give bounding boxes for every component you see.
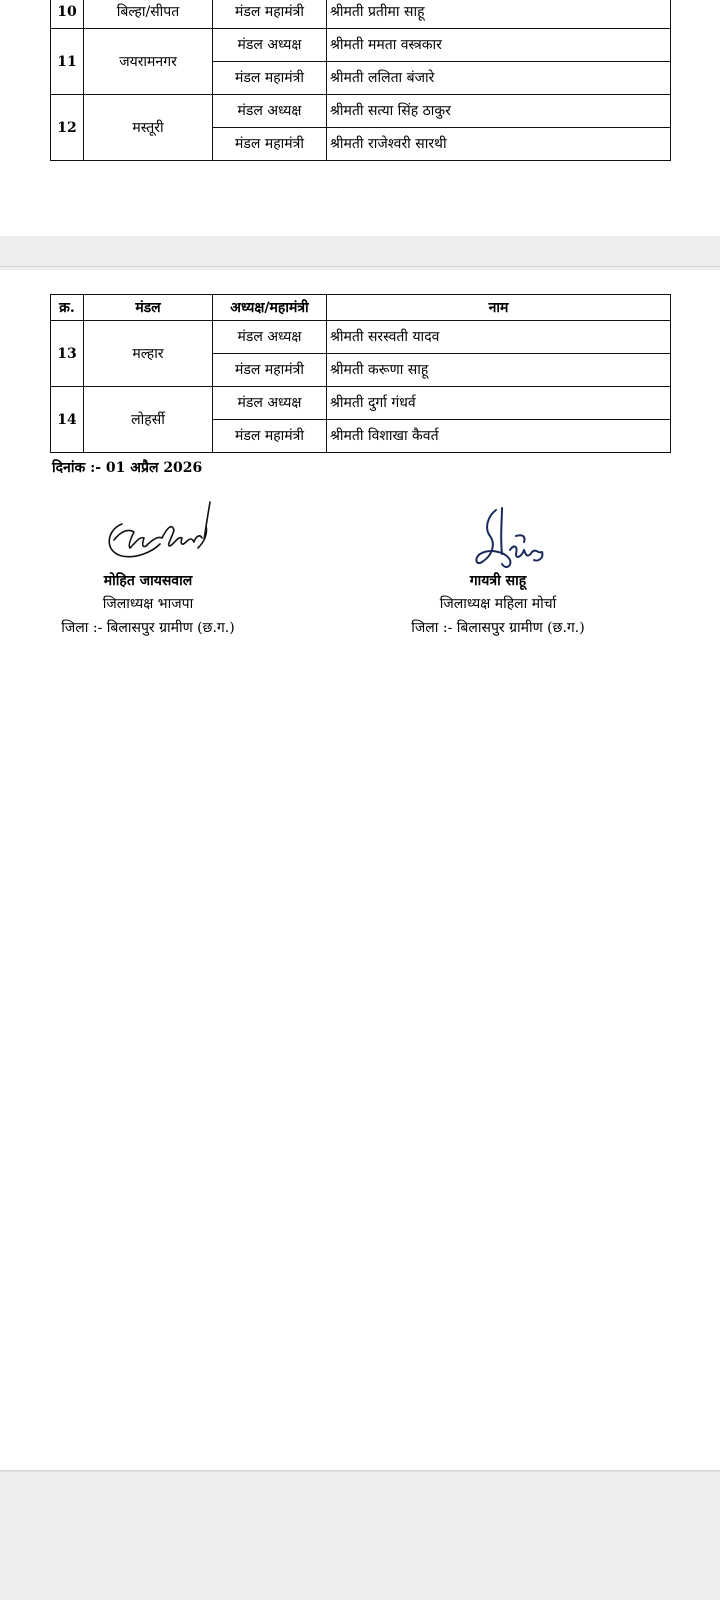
signatory-designation: जिलाध्यक्ष भाजपा xyxy=(102,596,194,612)
member-name: श्रीमती प्रतीमा साहू xyxy=(327,0,671,29)
signatory-designation: जिलाध्यक्ष महिला मोर्चा xyxy=(439,596,557,612)
signature-gayatri-sahu-icon xyxy=(466,506,552,578)
role-cell: मंडल अध्यक्ष xyxy=(213,321,327,354)
document-page-1 xyxy=(0,0,720,236)
header-serial: क्र. xyxy=(51,295,84,321)
role-cell: मंडल महामंत्री xyxy=(213,354,327,387)
serial-number: 14 xyxy=(51,387,84,453)
mandal-name: लोहर्सी xyxy=(84,387,213,453)
mandal-table-continued xyxy=(50,0,671,161)
member-name: श्रीमती सरस्वती यादव xyxy=(327,321,671,354)
header-role: अध्यक्ष/महामंत्री xyxy=(213,295,327,321)
signatory-name: मोहित जायसवाल xyxy=(103,573,193,589)
member-name: श्रीमती सत्या सिंह ठाकुर xyxy=(327,95,671,128)
table-row xyxy=(51,387,671,420)
signatory-district-president xyxy=(40,570,256,640)
mandal-name: जयरामनगर xyxy=(84,29,213,95)
role-cell: मंडल अध्यक्ष xyxy=(213,29,327,62)
member-name: श्रीमती ममता वस्त्रकार xyxy=(327,29,671,62)
member-name: श्रीमती दुर्गा गंधर्व xyxy=(327,387,671,420)
page-divider xyxy=(0,1470,720,1471)
header-name: नाम xyxy=(327,295,671,321)
signature-mohit-jaiswal-icon xyxy=(100,496,220,570)
role-cell: मंडल महामंत्री xyxy=(213,62,327,95)
mandal-name: मस्तूरी xyxy=(84,95,213,161)
member-name: श्रीमती विशाखा कैवर्त xyxy=(327,420,671,453)
signatory-mahila-morcha-president xyxy=(390,570,606,640)
member-name: श्रीमती ललिता बंजारे xyxy=(327,62,671,95)
mandal-name: बिल्हा/सीपत xyxy=(84,0,213,29)
member-name: श्रीमती राजेश्वरी सारथी xyxy=(327,128,671,161)
document-date: दिनांक :- 01 अप्रैल 2026 xyxy=(52,460,203,476)
member-name: श्रीमती करूणा साहू xyxy=(327,354,671,387)
role-cell: मंडल अध्यक्ष xyxy=(213,387,327,420)
page-divider xyxy=(0,266,720,267)
mandal-name: मल्हार xyxy=(84,321,213,387)
serial-number: 12 xyxy=(51,95,84,161)
role-cell: मंडल अध्यक्ष xyxy=(213,95,327,128)
table-row xyxy=(51,321,671,354)
role-cell: मंडल महामंत्री xyxy=(213,0,327,29)
signatory-district: जिला :- बिलासपुर ग्रामीण (छ.ग.) xyxy=(411,620,585,636)
role-cell: मंडल महामंत्री xyxy=(213,420,327,453)
table-row xyxy=(51,95,671,128)
serial-number: 11 xyxy=(51,29,84,95)
role-cell: मंडल महामंत्री xyxy=(213,128,327,161)
serial-number: 10 xyxy=(51,0,84,29)
table-header-row xyxy=(51,295,671,321)
header-mandal: मंडल xyxy=(84,295,213,321)
serial-number: 13 xyxy=(51,321,84,387)
signatory-district: जिला :- बिलासपुर ग्रामीण (छ.ग.) xyxy=(61,620,235,636)
mandal-table xyxy=(50,294,671,453)
table-row xyxy=(51,0,671,29)
document-page-2 xyxy=(0,270,720,1470)
table-row xyxy=(51,29,671,62)
signatory-name: गायत्री साहू xyxy=(469,573,527,589)
